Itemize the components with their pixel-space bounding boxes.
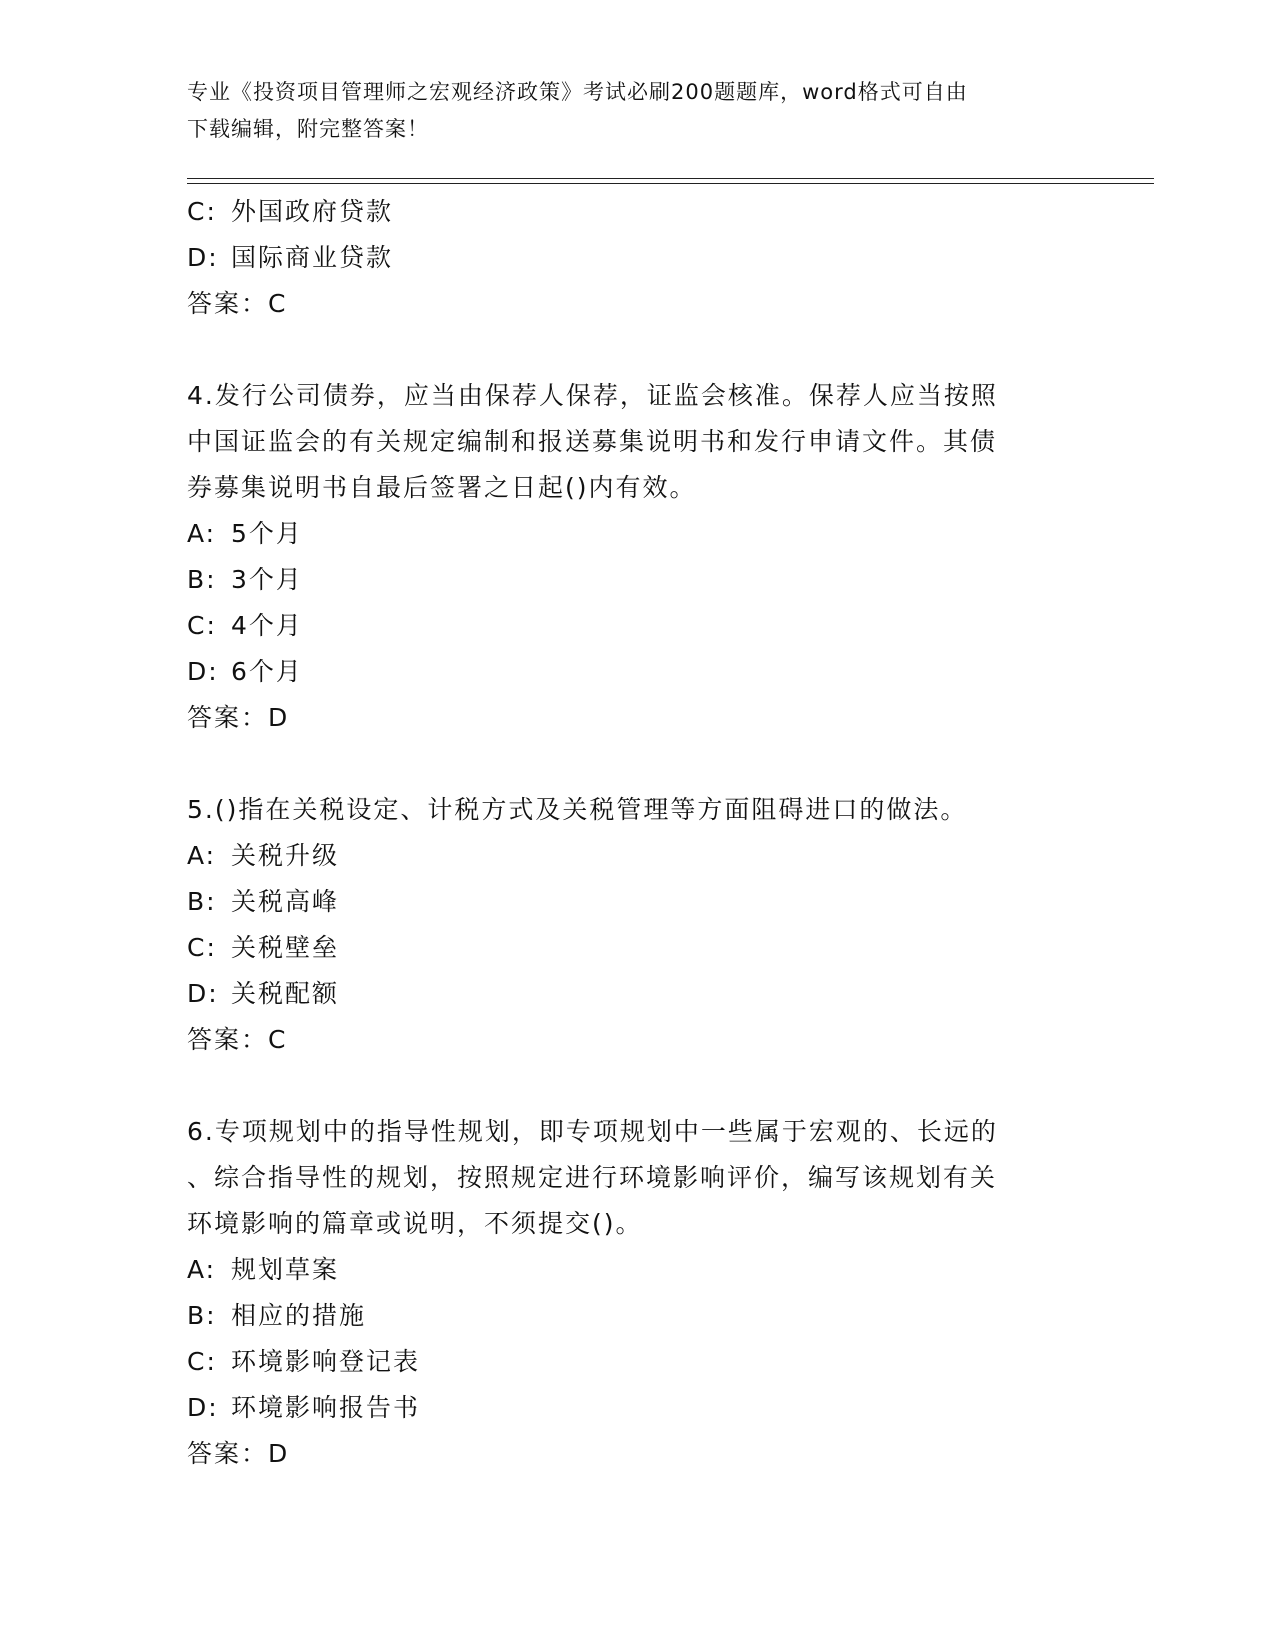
spacer	[187, 1063, 1067, 1109]
option-line	[187, 603, 1067, 649]
option-line	[187, 925, 1067, 971]
option-letter: A:	[187, 841, 217, 870]
option-text: 4个月	[231, 611, 303, 640]
option-text: 环境影响登记表	[231, 1347, 421, 1376]
header-rule	[187, 183, 1154, 184]
option-line	[187, 557, 1067, 603]
option-line	[187, 235, 1067, 281]
option-line	[187, 1247, 1067, 1293]
question-text-line: 中国证监会的有关规定编制和报送募集说明书和发行申请文件。其债	[187, 427, 998, 456]
option-letter: C:	[187, 197, 217, 226]
option-text: 外国政府贷款	[231, 197, 394, 226]
question-block	[187, 787, 1067, 1063]
header-line: 专业《投资项目管理师之宏观经济政策》考试必刷200题题库，word格式可自由	[187, 80, 968, 104]
question-text-line: 5.()指在关税设定、计税方式及关税管理等方面阻碍进口的做法。	[187, 795, 968, 824]
option-text: 相应的措施	[231, 1301, 367, 1330]
question-text-line: 4.发行公司债券，应当由保荐人保荐，证监会核准。保荐人应当按照	[187, 381, 998, 410]
document-header	[187, 74, 1067, 148]
option-letter: D:	[187, 243, 219, 272]
option-line	[187, 649, 1067, 695]
option-letter: C:	[187, 1347, 217, 1376]
spacer	[187, 327, 1067, 373]
option-letter: C:	[187, 611, 217, 640]
option-letter: A:	[187, 1255, 217, 1284]
spacer	[187, 741, 1067, 787]
option-letter: B:	[187, 1301, 217, 1330]
option-letter: B:	[187, 887, 217, 916]
option-letter: D:	[187, 1393, 219, 1422]
option-text: 关税壁垒	[231, 933, 340, 962]
option-line	[187, 511, 1067, 557]
option-line	[187, 189, 1067, 235]
option-text: 6个月	[231, 657, 303, 686]
question-text-line: 环境影响的篇章或说明，不须提交()。	[187, 1209, 643, 1238]
answer-line: 答案：C	[187, 1025, 288, 1054]
header-line: 下载编辑，附完整答案！	[187, 117, 429, 141]
question-block	[187, 1109, 1067, 1477]
option-line	[187, 1385, 1067, 1431]
option-letter: A:	[187, 519, 217, 548]
header-rule	[187, 178, 1154, 179]
option-text: 关税配额	[231, 979, 340, 1008]
question-list	[187, 189, 1067, 1477]
option-text: 关税高峰	[231, 887, 340, 916]
answer-line: 答案：C	[187, 289, 288, 318]
option-text: 5个月	[231, 519, 303, 548]
question-text-line: 券募集说明书自最后签署之日起()内有效。	[187, 473, 697, 502]
option-text: 环境影响报告书	[231, 1393, 421, 1422]
answer-line: 答案：D	[187, 703, 290, 732]
option-letter: D:	[187, 657, 219, 686]
question-fragment	[187, 189, 1067, 327]
answer-line: 答案：D	[187, 1439, 290, 1468]
option-line	[187, 833, 1067, 879]
option-text: 规划草案	[231, 1255, 340, 1284]
option-line	[187, 971, 1067, 1017]
option-text: 3个月	[231, 565, 303, 594]
option-line	[187, 1339, 1067, 1385]
question-block	[187, 373, 1067, 741]
option-letter: B:	[187, 565, 217, 594]
option-letter: C:	[187, 933, 217, 962]
option-letter: D:	[187, 979, 219, 1008]
option-line	[187, 879, 1067, 925]
question-text-line: 6.专项规划中的指导性规划，即专项规划中一些属于宏观的、长远的	[187, 1117, 998, 1146]
question-text-line: 、综合指导性的规划，按照规定进行环境影响评价，编写该规划有关	[187, 1163, 998, 1192]
option-text: 关税升级	[231, 841, 340, 870]
option-line	[187, 1293, 1067, 1339]
option-text: 国际商业贷款	[231, 243, 394, 272]
